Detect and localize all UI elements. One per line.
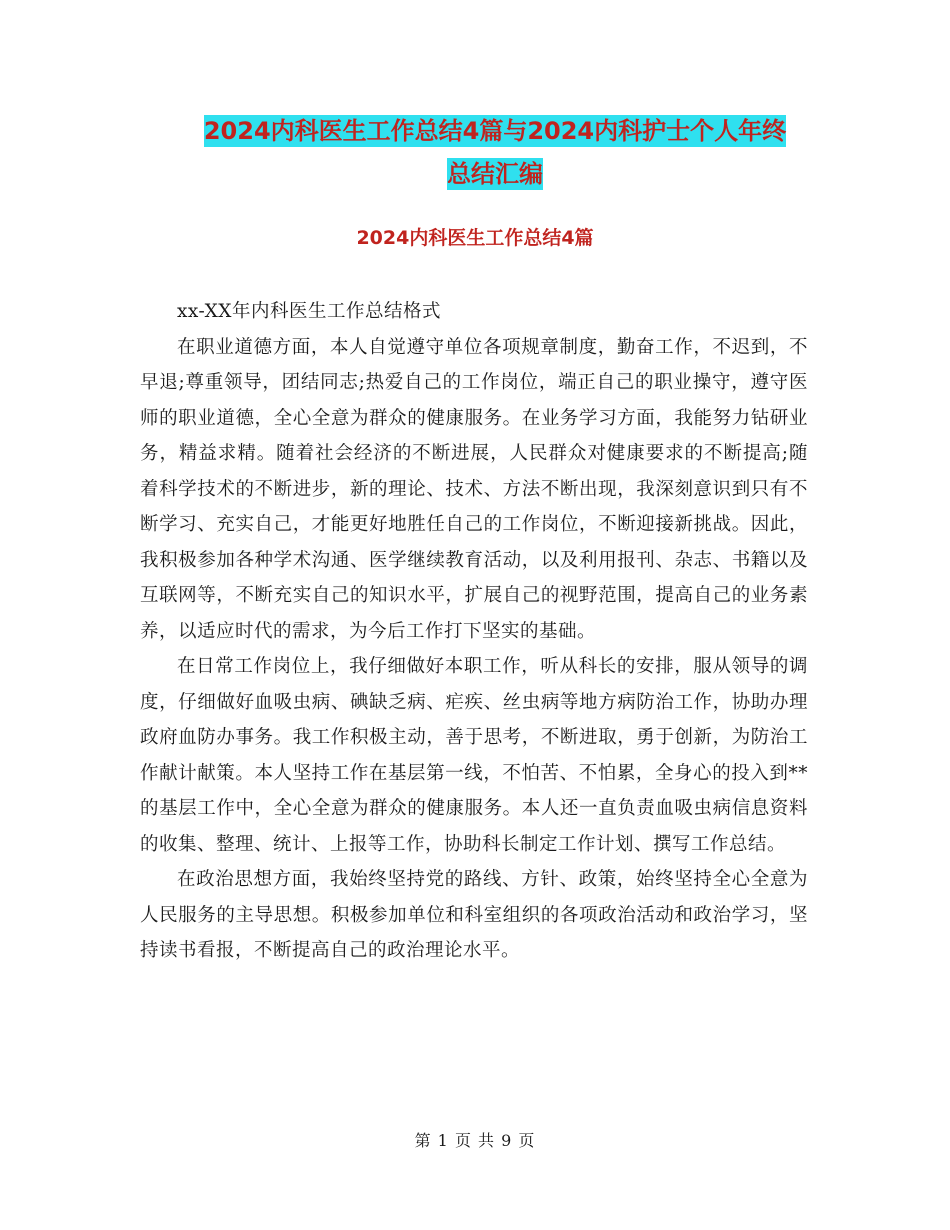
- paragraph: 在职业道德方面，本人自觉遵守单位各项规章制度，勤奋工作，不迟到，不早退;尊重领导，团结同志;热爱自己的工作岗位，端正自己的职业操守，遵守医师的职业道德，全心全意为群众的健康服务。在业务学习方面，我能努力钻研业务，精益求精。随着社会经济的不断进展，人民群众对健康要求的不断提高;随着科学技术的不断进步，新的理论、技术、方法不断出现，我深刻意识到只有不断学习、充实自己，才能更好地胜任自己的工作岗位，不断迎接新挑战。因此，我积极参加各种学术沟通、医学继续教育活动，以及利用报刊、杂志、书籍以及互联网等，不断充实自己的知识水平，扩展自己的视野范围，提高自己的业务素养，以适应时代的需求，为今后工作打下坚实的基础。: [140, 336, 808, 642]
- document-title-line-2: 总结汇编: [447, 160, 543, 188]
- paragraph: xx-XX年内科医生工作总结格式: [177, 301, 441, 322]
- document-title-line-1: 2024内科医生工作总结4篇与2024内科护士个人年终: [203, 117, 787, 145]
- section-heading: 2024内科医生工作总结4篇: [356, 227, 594, 249]
- page-number-footer: 第 1 页 共 9 页: [414, 1131, 536, 1150]
- paragraph: 在日常工作岗位上，我仔细做好本职工作，听从科长的安排，服从领导的调度，仔细做好血吸虫病、碘缺乏病、疟疾、丝虫病等地方病防治工作，协助办理政府血防办事务。我工作积极主动，善于思考，不断进取，勇于创新，为防治工作献计献策。本人坚持工作在基层第一线，不怕苦、不怕累，全身心的投入到**的基层工作中，全心全意为群众的健康服务。本人还一直负责血吸虫病信息资料的收集、整理、统计、上报等工作，协助科长制定工作计划、撰写工作总结。: [140, 656, 808, 855]
- paragraph: 在政治思想方面，我始终坚持党的路线、方针、政策，始终坚持全心全意为人民服务的主导思想。积极参加单位和科室组织的各项政治活动和政治学习，坚持读书看报，不断提高自己的政治理论水平。: [140, 869, 808, 961]
- document-body: [140, 294, 808, 969]
- document-title: [100, 110, 890, 196]
